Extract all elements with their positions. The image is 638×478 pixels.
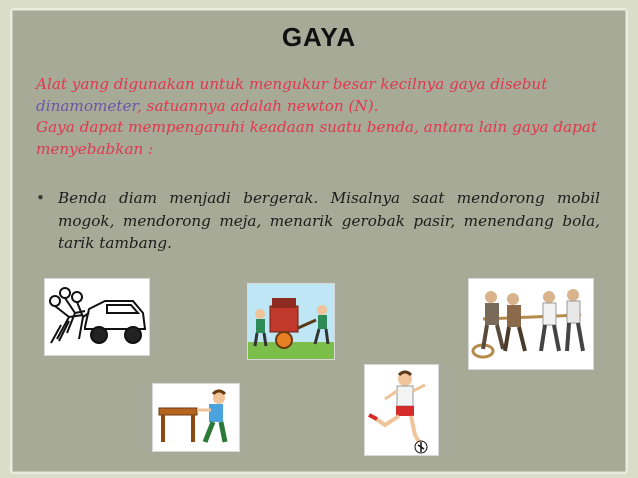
tug-of-war-illustration [468, 278, 594, 370]
intro-term: dinamometer [36, 96, 138, 115]
bullet-dot-icon: • [36, 189, 45, 207]
pushing-car-illustration [44, 278, 150, 356]
pulling-cart-illustration [247, 283, 335, 360]
kicking-ball-illustration [364, 364, 439, 456]
intro-part1: Alat yang digunakan untuk mengukur besar kecilnya gaya disebut [36, 75, 548, 93]
slide-title: GAYA [281, 22, 357, 52]
intro-text [36, 74, 604, 160]
intro-line2: Gaya dapat mempengaruhi keadaan suatu benda, antara lain gaya dapat menyebabkan : [36, 118, 598, 158]
pushing-table-illustration [152, 383, 240, 452]
bullet-text: Benda diam menjadi bergerak. Misalnya saat mendorong mobil mogok, mendorong meja, menarik gerobak pasir, menendang bola, tarik tambang. [58, 189, 600, 252]
bullet-item [36, 187, 600, 255]
intro-part2: , satuannya adalah newton (N). [137, 96, 379, 115]
